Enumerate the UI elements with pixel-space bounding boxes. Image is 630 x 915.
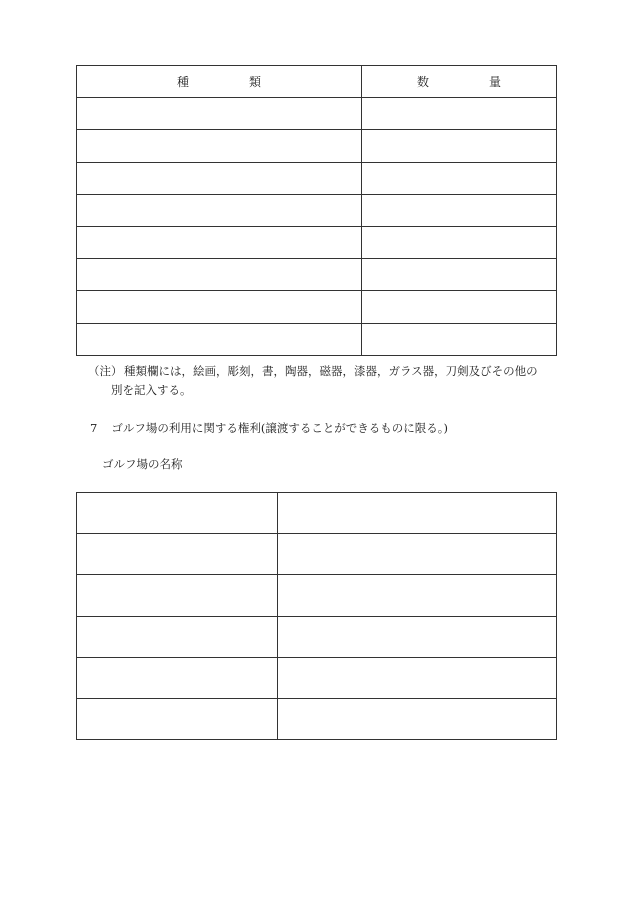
note-line-1 [88, 362, 558, 381]
table-row [77, 259, 557, 291]
quantity-cell[interactable] [362, 323, 557, 355]
golf-right-cell[interactable] [278, 698, 557, 739]
table-row [77, 657, 557, 698]
table-row [77, 616, 557, 657]
note-label: （注） [88, 364, 123, 378]
table-row [77, 226, 557, 258]
table-row [77, 493, 557, 534]
quantity-cell[interactable] [362, 130, 557, 162]
golf-left-cell[interactable] [77, 534, 278, 575]
section-number: 7 [90, 421, 98, 435]
quantity-cell[interactable] [362, 226, 557, 258]
golf-right-cell[interactable] [278, 534, 557, 575]
header-type-char-1: 種 [176, 75, 189, 90]
table-row [77, 291, 557, 323]
golf-left-cell[interactable] [77, 657, 278, 698]
golf-left-cell[interactable] [77, 575, 278, 616]
quantity-cell[interactable] [362, 291, 557, 323]
golf-right-cell[interactable] [278, 493, 557, 534]
type-cell[interactable] [77, 162, 362, 194]
type-cell[interactable] [77, 130, 362, 162]
golf-left-cell[interactable] [77, 493, 278, 534]
golf-right-cell[interactable] [278, 657, 557, 698]
type-cell[interactable] [77, 194, 362, 226]
type-cell[interactable] [77, 259, 362, 291]
golf-left-cell[interactable] [77, 698, 278, 739]
type-cell[interactable] [77, 323, 362, 355]
table-row [77, 130, 557, 162]
header-type-char-2: 類 [249, 75, 262, 90]
golf-left-cell[interactable] [77, 616, 278, 657]
section-title: ゴルフ場の利用に関する権利(譲渡することができるものに限る。) [111, 421, 449, 435]
header-quantity-char-1: 数 [416, 75, 429, 90]
note-text-1: 種類欄には，絵画，彫刻，書，陶器，磁器，漆器，ガラス器，刀剣及びその他の [124, 364, 538, 378]
table-row [77, 323, 557, 355]
golf-course-name-label: ゴルフ場の名称 [102, 457, 183, 471]
quantity-cell[interactable] [362, 259, 557, 291]
type-cell[interactable] [77, 226, 362, 258]
golf-right-cell[interactable] [278, 575, 557, 616]
table-row [77, 98, 557, 130]
table-row [77, 162, 557, 194]
section-heading [90, 420, 448, 436]
quantity-cell[interactable] [362, 194, 557, 226]
quantity-cell[interactable] [362, 162, 557, 194]
note-line-2: 別を記入する。 [111, 383, 192, 397]
golf-right-cell[interactable] [278, 616, 557, 657]
table-row [77, 698, 557, 739]
artwork-table [76, 65, 557, 356]
golf-table [76, 492, 557, 740]
table-row [77, 534, 557, 575]
type-cell[interactable] [77, 98, 362, 130]
table-note [88, 362, 558, 400]
header-quantity [362, 66, 557, 98]
quantity-cell[interactable] [362, 98, 557, 130]
table-row [77, 194, 557, 226]
header-quantity-char-2: 量 [489, 75, 502, 90]
table-header-row [77, 66, 557, 98]
header-type [77, 66, 362, 98]
type-cell[interactable] [77, 291, 362, 323]
table-row [77, 575, 557, 616]
